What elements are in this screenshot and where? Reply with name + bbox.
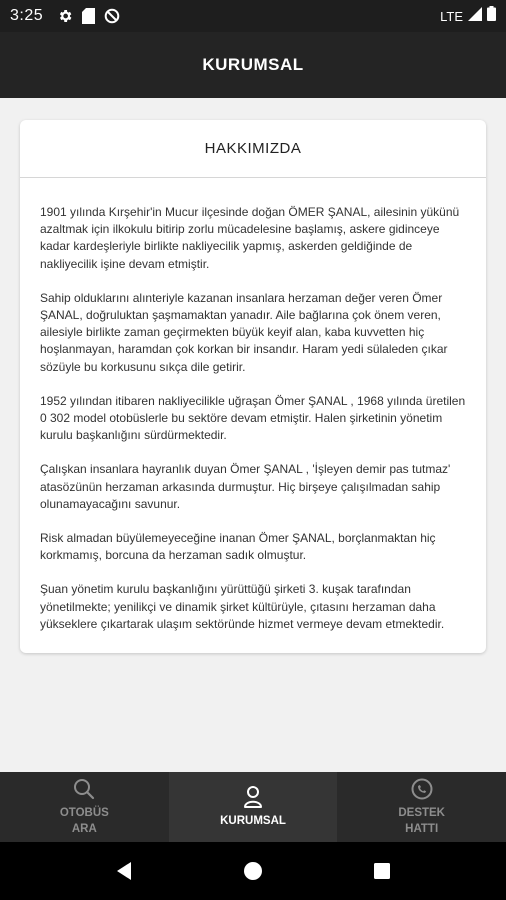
about-paragraph: Çalışkan insanlara hayranlık duyan Ömer ŞANAL , 'İşleyen demir pas tutmaz' atasözünün herzaman arkasında durmuştur. Hiç birşeye çalışılmadan sahip olunamayacağını savunur. — [40, 462, 451, 511]
home-icon[interactable] — [243, 861, 263, 881]
about-paragraph: 1952 yılından itibaren nakliyecilikle uğraşan Ömer ŞANAL , 1968 yılında üretilen 0 302 model otobüslerle bu sektöre devam etmiştir. Halen şirketinin yönetim kurulu başkanlığını sürdürmektedir. — [40, 393, 466, 443]
about-paragraph: Şuan yönetim kurulu başkanlığını yürüttüğü şirketi 3. kuşak tarafından yönetilmekte; yenilikçi ve dinamik şirket kültürüyle, çıtasını herzaman daha yükseklere çıkartarak ulaşım sektöründe hizmet vermeye devam etmektedir. — [40, 582, 445, 631]
nav-label: OTOBÜS ARA — [59, 807, 109, 835]
nav-label: DESTEK HATTI — [398, 807, 445, 835]
signal-icon — [468, 7, 482, 26]
status-bar — [0, 0, 506, 32]
about-paragraph: 1901 yılında Kırşehir'in Mucur ilçesinde doğan ÖMER ŞANAL, ailesinin yükünü azaltmak için ilkokulu bitirip zorlu mücadelesine başlamış, askere gidinceye kadar kardeşleriyle birlikte nakliyecilik yapmış, askerden geldiğinde de nakliyecilik işine devam etmiştir. — [40, 205, 460, 271]
status-time: 3:25 — [10, 7, 44, 24]
about-paragraph: Risk almadan büyülemeyeceğine inanan Ömer ŞANAL, borçlanmaktan hiç korkmamış, borcuna da herzaman sadık olmuştur. — [40, 531, 436, 563]
nav-item-corporate[interactable] — [169, 772, 338, 842]
bottom-nav — [0, 772, 506, 842]
nav-label: KURUMSAL — [220, 815, 286, 827]
card-title: HAKKIMIZDA — [20, 120, 486, 178]
network-type-label: LTE — [440, 8, 463, 24]
about-card — [20, 120, 486, 653]
back-icon[interactable] — [115, 861, 133, 881]
data-saver-icon — [104, 8, 120, 24]
card-body — [20, 178, 486, 633]
battery-icon — [487, 6, 496, 26]
nav-item-support-line[interactable] — [337, 772, 506, 842]
sd-card-icon — [82, 8, 95, 24]
system-nav-bar — [0, 842, 506, 900]
page-title: KURUMSAL — [202, 55, 304, 74]
search-icon — [72, 777, 96, 801]
settings-gear-icon — [57, 8, 73, 24]
about-paragraph: Sahip olduklarını alınteriyle kazanan insanlara herzaman değer veren Ömer ŞANAL, doğruluktan şaşmamaktan yanadır. Aile bağlarına çok önem veren, ailesiyle birlikte zaman geçirmekten büyük keyif alan, kaba kuvvetten hiç hoşlanmayan, haramdan çok korkan bir insandır. Haram yedi sülaleden çıkar sözüyle bu korkusunu sıkça dile getirir. — [40, 290, 448, 374]
support-phone-icon — [410, 777, 434, 801]
person-icon — [242, 785, 264, 809]
recents-icon[interactable] — [373, 862, 391, 880]
nav-item-bus-search[interactable] — [0, 772, 169, 842]
app-bar — [0, 32, 506, 98]
